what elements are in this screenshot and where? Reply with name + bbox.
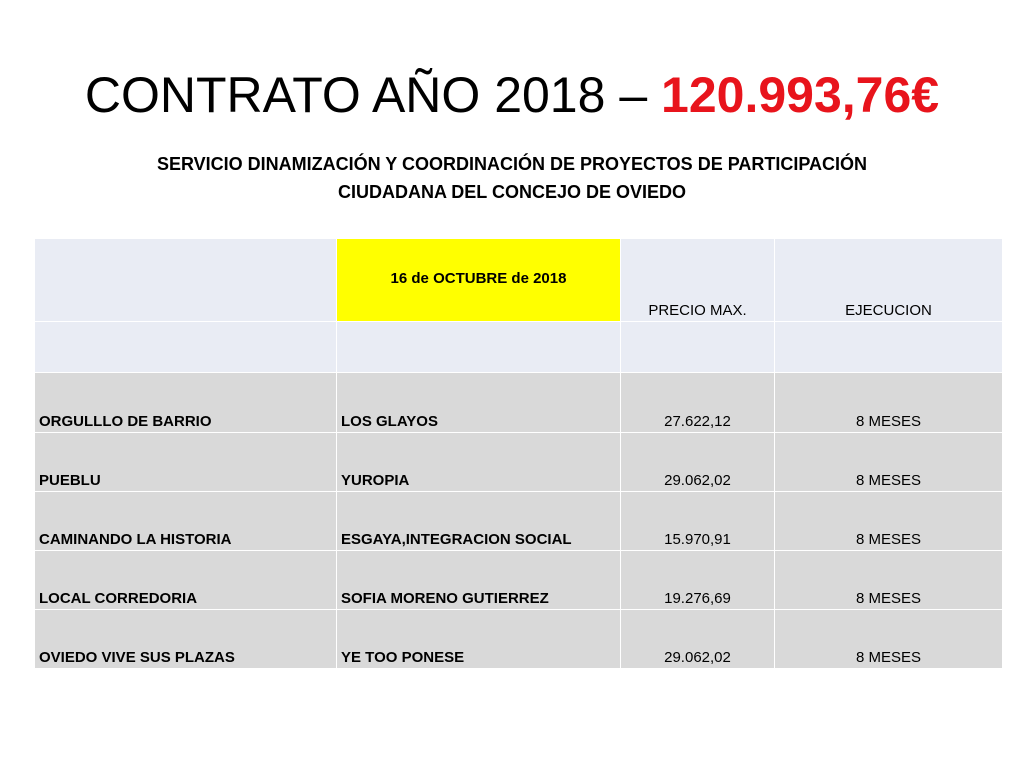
- duration-cell: 8 MESES: [775, 373, 1003, 433]
- entity-cell: LOS GLAYOS: [337, 373, 621, 433]
- blank-cell: [337, 322, 621, 373]
- table-row: [35, 610, 1003, 669]
- header-cell-project: [35, 239, 337, 322]
- contract-amount: 120.993,76€: [661, 67, 940, 123]
- project-cell: OVIEDO VIVE SUS PLAZAS: [35, 610, 337, 669]
- table-row: [35, 373, 1003, 433]
- execution-header: EJECUCION: [775, 239, 1003, 322]
- price-cell: 27.622,12: [621, 373, 775, 433]
- price-cell: 15.970,91: [621, 492, 775, 551]
- page-subtitle: [60, 150, 964, 206]
- duration-cell: 8 MESES: [775, 433, 1003, 492]
- table-header-row: [35, 239, 1003, 322]
- title-text: CONTRATO AÑO 2018 –: [84, 67, 648, 123]
- duration-cell: 8 MESES: [775, 492, 1003, 551]
- duration-cell: 8 MESES: [775, 551, 1003, 610]
- entity-cell: ESGAYA,INTEGRACION SOCIAL: [337, 492, 621, 551]
- project-cell: PUEBLU: [35, 433, 337, 492]
- price-cell: 19.276,69: [621, 551, 775, 610]
- price-cell: 29.062,02: [621, 610, 775, 669]
- blank-cell: [35, 322, 337, 373]
- entity-cell: SOFIA MORENO GUTIERREZ: [337, 551, 621, 610]
- price-header: PRECIO MAX.: [621, 239, 775, 322]
- project-cell: LOCAL CORREDORIA: [35, 551, 337, 610]
- entity-cell: YE TOO PONESE: [337, 610, 621, 669]
- subtitle-line-2: CIUDADANA DEL CONCEJO DE OVIEDO: [337, 182, 687, 202]
- project-cell: ORGULLLO DE BARRIO: [35, 373, 337, 433]
- contracts-table: [34, 238, 1003, 669]
- table-row: [35, 433, 1003, 492]
- blank-cell: [621, 322, 775, 373]
- page-title: [0, 62, 1024, 128]
- subtitle-line-1: SERVICIO DINAMIZACIÓN Y COORDINACIÓN DE PROYECTOS DE PARTICIPACIÓN: [156, 154, 868, 174]
- table-row: [35, 551, 1003, 610]
- project-cell: CAMINANDO LA HISTORIA: [35, 492, 337, 551]
- table-row: [35, 492, 1003, 551]
- entity-cell: YUROPIA: [337, 433, 621, 492]
- date-header: 16 de OCTUBRE de 2018: [337, 239, 621, 322]
- price-cell: 29.062,02: [621, 433, 775, 492]
- table-blank-row: [35, 322, 1003, 373]
- duration-cell: 8 MESES: [775, 610, 1003, 669]
- blank-cell: [775, 322, 1003, 373]
